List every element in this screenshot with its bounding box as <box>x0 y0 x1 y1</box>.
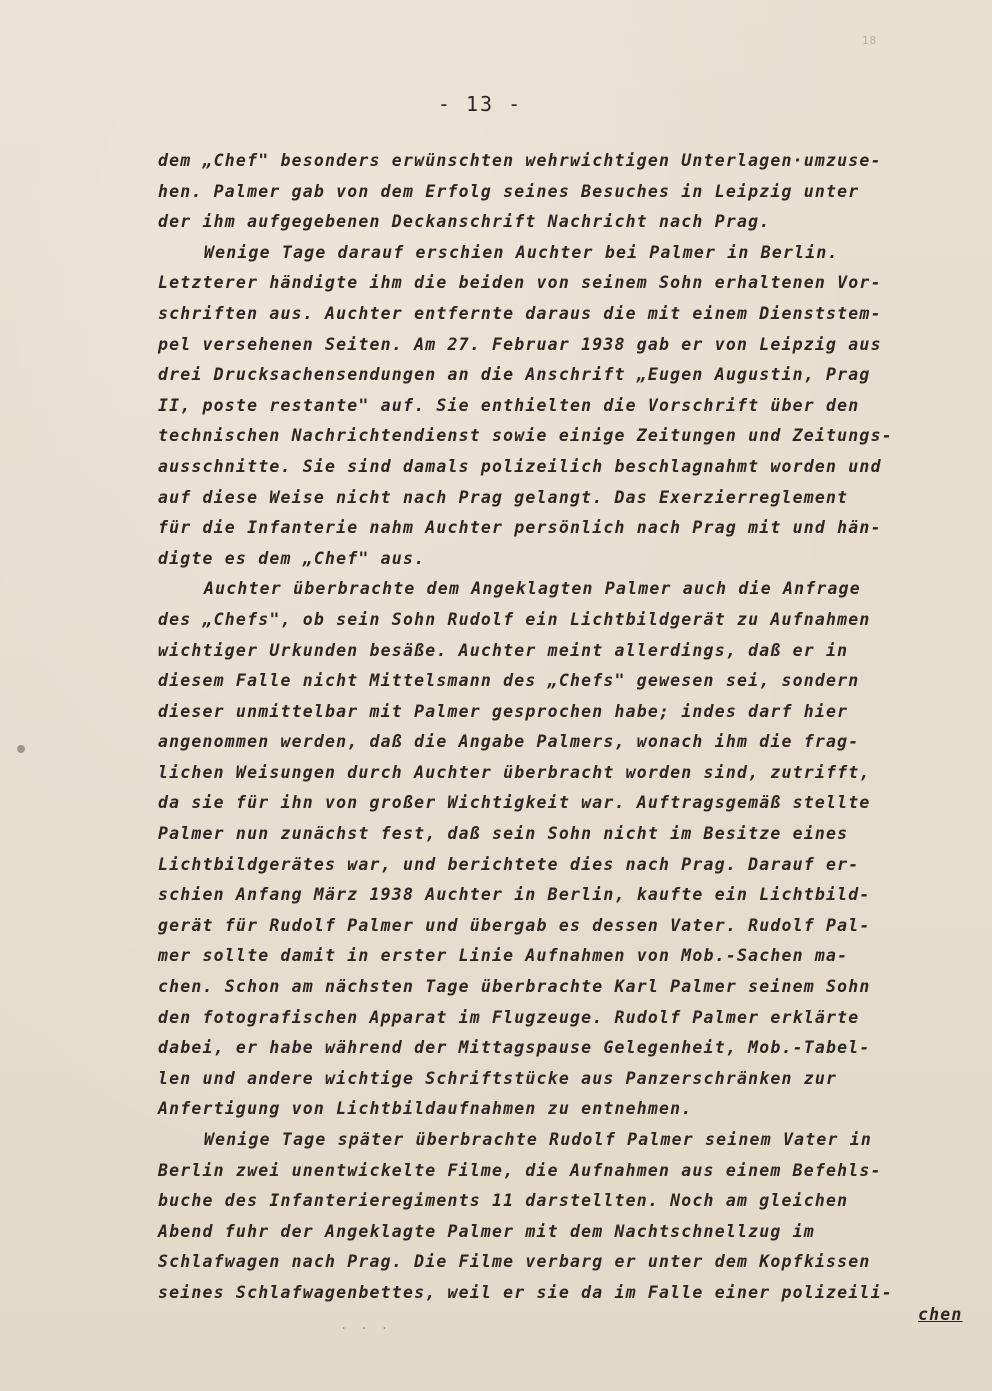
text-line: II, poste restante" auf. Sie enthielten die Vorschrift über den <box>158 395 860 415</box>
text-line: ausschnitte. Sie sind damals polizeilich beschlagnahmt worden und <box>158 456 882 476</box>
footer-dots: . . . <box>340 1318 392 1332</box>
text-line: seines Schlafwagenbettes, weil er sie da im Falle einer polizeili- <box>158 1282 893 1302</box>
text-line: Abend fuhr der Angeklagte Palmer mit dem Nachtschnellzug im <box>158 1221 815 1241</box>
text-line: digte es dem „Chef" aus. <box>158 548 426 568</box>
text-line: Wenige Tage darauf erschien Auchter bei Palmer in Berlin. <box>204 242 839 262</box>
text-line: angenommen werden, daß die Angabe Palmers, wonach ihm die frag- <box>158 732 860 752</box>
text-line: Lichtbildgerätes war, und berichtete dies nach Prag. Darauf er- <box>158 854 860 874</box>
text-line: Berlin zwei unentwickelte Filme, die Aufnahmen aus einem Befehls- <box>158 1160 882 1180</box>
page-number: - 13 - <box>437 92 523 116</box>
text-line: mer sollte damit in erster Linie Aufnahmen von Mob.-Sachen ma- <box>158 946 849 966</box>
text-line: chen. Schon am nächsten Tage überbrachte Karl Palmer seinem Sohn <box>158 977 871 997</box>
text-line: pel versehenen Seiten. Am 27. Februar 1938 gab er von Leipzig aus <box>158 334 882 354</box>
text-line: gerät für Rudolf Palmer und übergab es dessen Vater. Rudolf Pal- <box>158 915 871 935</box>
text-line: Palmer nun zunächst fest, daß sein Sohn nicht im Besitze eines <box>158 824 849 844</box>
text-line: technischen Nachrichtendienst sowie einige Zeitungen und Zeitungs- <box>158 426 893 446</box>
text-line: dem „Chef" besonders erwünschten wehrwichtigen Unterlagen·umzuse- <box>158 151 882 170</box>
binding-hole-mark <box>17 745 25 753</box>
text-line: drei Drucksachensendungen an die Anschrift „Eugen Augustin, Prag <box>158 365 871 385</box>
body-text <box>158 146 978 1309</box>
text-line: dieser unmittelbar mit Palmer gesprochen habe; indes darf hier <box>158 701 849 721</box>
text-line: für die Infanterie nahm Auchter persönlich nach Prag mit und hän- <box>158 518 882 538</box>
text-line: len und andere wichtige Schriftstücke aus Panzerschränken zur <box>158 1068 838 1088</box>
text-line: auf diese Weise nicht nach Prag gelangt. Das Exerzierreglement <box>158 487 849 507</box>
text-line: Anfertigung von Lichtbildaufnahmen zu entnehmen. <box>158 1099 693 1119</box>
archive-mark: 18 <box>862 34 878 47</box>
text-line: wichtiger Urkunden besäße. Auchter meint allerdings, daß er in <box>158 640 849 660</box>
text-line: schriften aus. Auchter entfernte daraus die mit einem Dienststem- <box>158 303 882 323</box>
catchword: chen <box>918 1305 963 1324</box>
text-line: Auchter überbrachte dem Angeklagten Palmer auch die Anfrage <box>204 579 861 599</box>
text-line: hen. Palmer gab von dem Erfolg seines Besuches in Leipzig unter <box>158 181 860 201</box>
text-line: lichen Weisungen durch Auchter überbracht worden sind, zutrifft, <box>158 762 871 782</box>
text-line: des „Chefs", ob sein Sohn Rudolf ein Lichtbildgerät zu Aufnahmen <box>158 609 871 629</box>
text-line: diesem Falle nicht Mittelsmann des „Chefs" gewesen sei, sondern <box>158 671 860 691</box>
text-line: buche des Infanterieregiments 11 darstellten. Noch am gleichen <box>158 1191 849 1211</box>
text-line: schien Anfang März 1938 Auchter in Berlin, kaufte ein Lichtbild- <box>158 885 871 905</box>
text-line: dabei, er habe während der Mittagspause Gelegenheit, Mob.-Tabel- <box>158 1038 871 1058</box>
text-line: den fotografischen Apparat im Flugzeuge. Rudolf Palmer erklärte <box>158 1007 860 1027</box>
text-line: Schlafwagen nach Prag. Die Filme verbarg er unter dem Kopfkissen <box>158 1252 871 1272</box>
text-line: der ihm aufgegebenen Deckanschrift Nachricht nach Prag. <box>158 212 771 232</box>
text-line: da sie für ihn von großer Wichtigkeit war. Auftragsgemäß stellte <box>158 793 871 813</box>
text-line: Letzterer händigte ihm die beiden von seinem Sohn erhaltenen Vor- <box>158 273 882 293</box>
text-line: Wenige Tage später überbrachte Rudolf Palmer seinem Vater in <box>204 1130 873 1149</box>
